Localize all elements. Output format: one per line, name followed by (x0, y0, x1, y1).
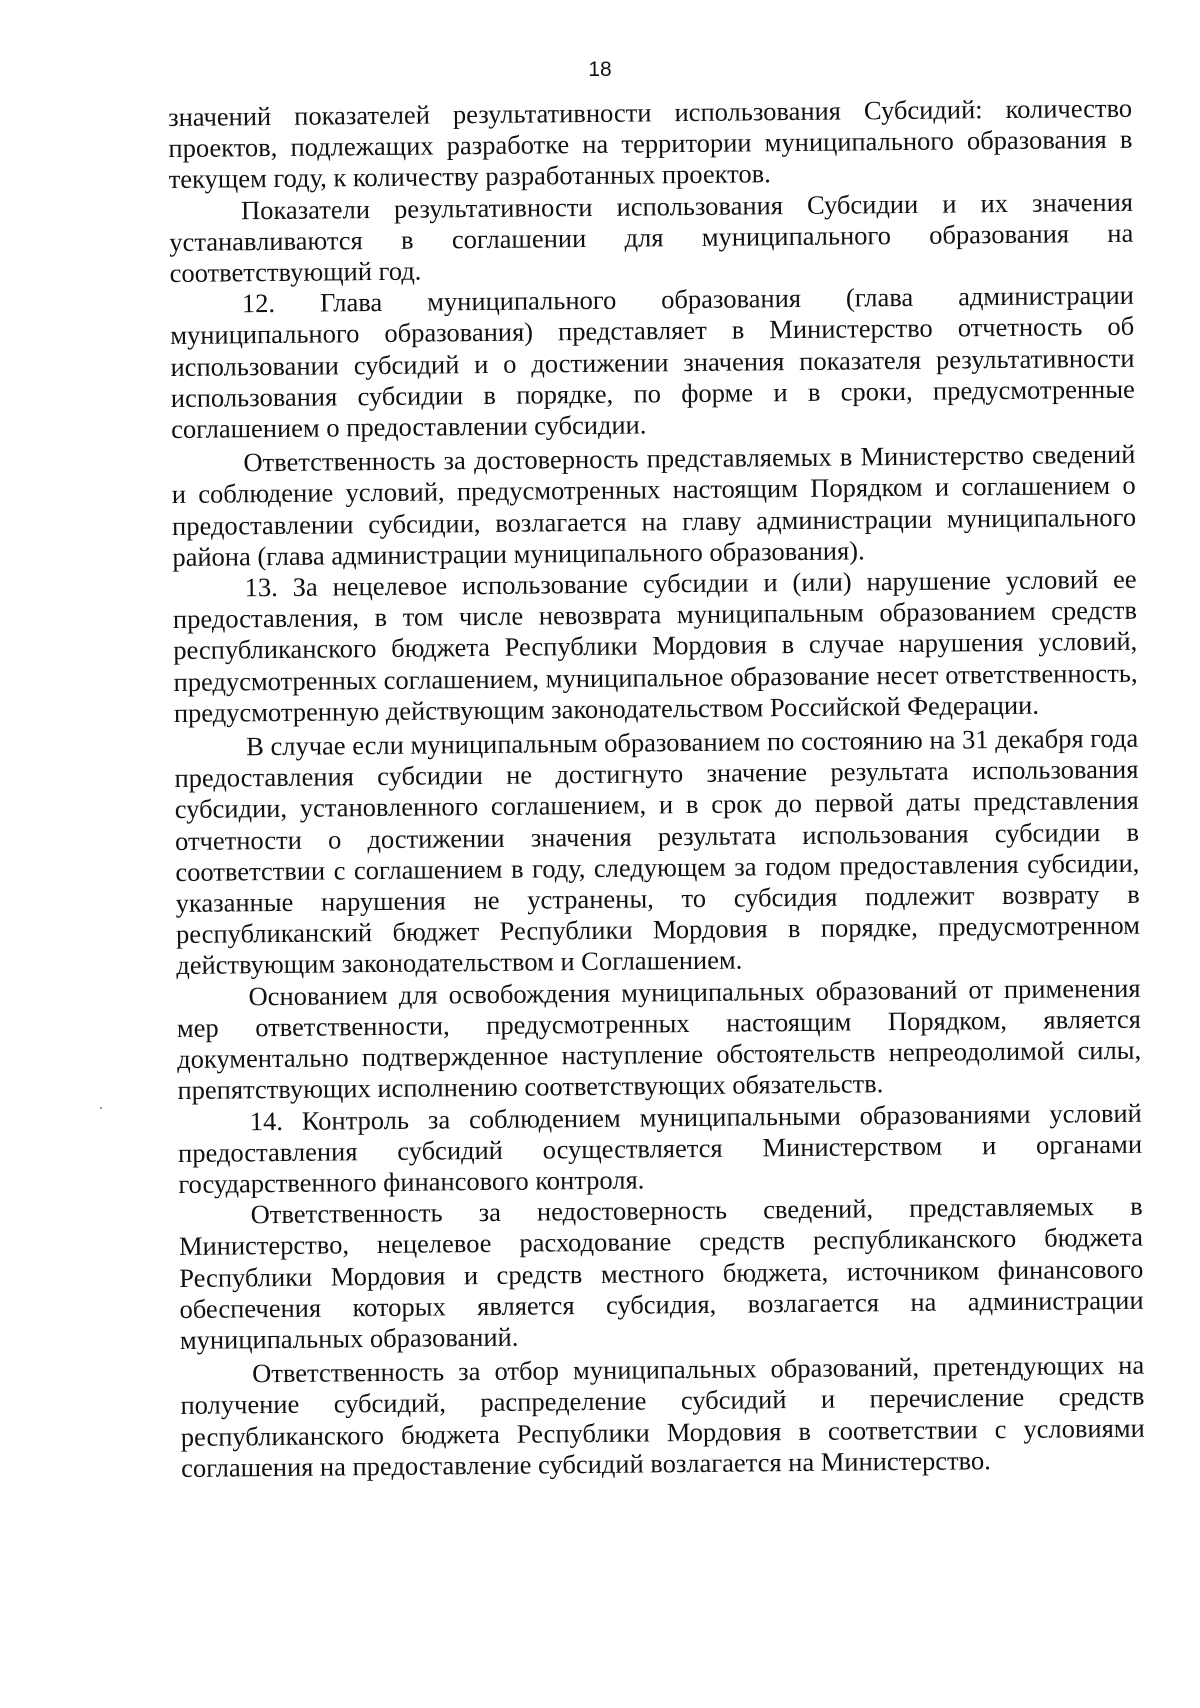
paragraph-item-14: 14. Контроль за соблюдением муниципальными образованиями условий предоставления субсидий осуществляется Министерством и органами государственного финансового контроля. (177, 1097, 1143, 1199)
page-number: 18 (588, 58, 612, 81)
paragraph-item-13: 13. За нецелевое использование субсидии и (или) нарушение условий ее предоставления, в том числе невозврата муниципальным образованием средств республиканского бюджета Республики Мордовия в случае нарушения условий, предусмотренных соглашением, муниципальное образование несет ответственность, предусмотренную действующим законодательством Российской Федерации. (172, 563, 1138, 728)
paragraph-continuation: значений показателей результативности использования Субсидий: количество проектов, подлежащих разработке на территории муниципального образования в текущем году, к количеству разработанных проектов. (168, 92, 1133, 195)
paragraph-responsibility-selection: Ответственность за отбор муниципальных образований, претендующих на получение субсидий, распределение субсидий и перечисление средств республиканского бюджета Республики Мордовия в соответствии с условиями соглашения на предоставление субсидий возлагается на Министерство. (180, 1349, 1145, 1483)
paragraph-item-12: 12. Глава муниципального образования (глава администрации муниципального образования) представляет в Министерство отчетность об использовании субсидий и о достижении значения показателя результативности использования субсидии в порядке, по форме и в сроки, предусмотренные соглашением о предоставлении субсидии. (170, 279, 1135, 445)
paragraph-refund: В случае если муниципальным образованием по состоянию на 31 декабря года предоставления субсидии не достигнуто значение результата использования субсидии, установленного соглашением, и в срок до первой даты представления отчетности о достижении значения результата использования субсидии в соответствии с соглашением в году, следующем за годом предоставления субсидии, указанные нарушения не устранены, то субсидия подлежит возврату в республиканский бюджет Республики Мордовия в порядке, предусмотренном действующим законодательством и Соглашением. (174, 722, 1141, 981)
paragraph-responsibility-reliability: Ответственность за достоверность представляемых в Министерство сведений и соблюдение условий, предусмотренных настоящим Порядком и соглашением о предоставлении субсидии, возлагается на главу администрации муниципального района (глава администрации муниципального образования). (171, 438, 1137, 572)
paragraph-responsibility-unreliability: Ответственность за недостоверность сведений, представляемых в Министерство, нецелевое расходование средств республиканского бюджета Республики Мордовия и средств местного бюджета, источником финансового обеспечения которых является субсидия, возлагается на администрации муниципальных образований. (178, 1190, 1144, 1355)
paragraph-force-majeure: Основанием для освобождения муниципальных образований от применения мер ответственности, предусмотренных настоящим Порядком, является документально подтвержденное наступление обстоятельств непреодолимой силы, препятствующих исполнению соответствующих обязательств. (176, 972, 1142, 1106)
document-body (168, 93, 1145, 1484)
scan-artifact (100, 1107, 102, 1109)
paragraph-indicators: Показатели результативности использования Субсидии и их значения устанавливаются в соглашении для муниципального образования на соответствующий год. (169, 186, 1134, 289)
